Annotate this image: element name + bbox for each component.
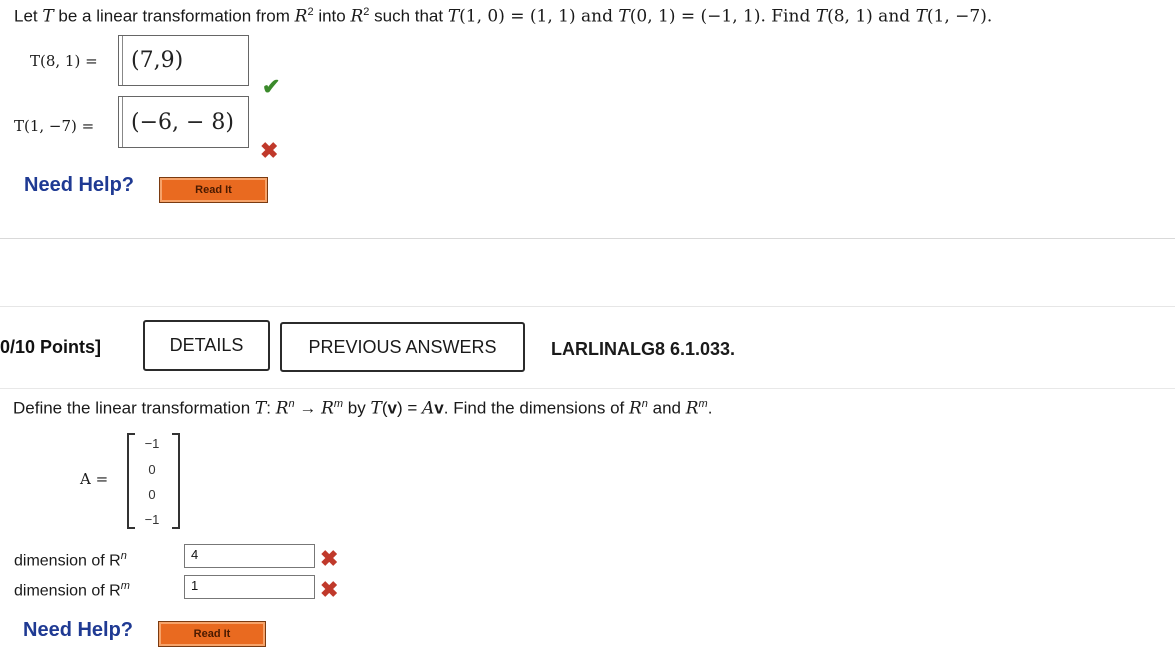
matrix-entry: −1 — [144, 436, 160, 451]
previous-answers-button[interactable]: PREVIOUS ANSWERS — [280, 322, 525, 372]
problem-code: LARLINALG8 6.1.033. — [551, 339, 736, 359]
need-help-label: Need Help? — [23, 619, 134, 641]
section-divider — [0, 238, 1175, 239]
matrix-label: A = — [80, 470, 109, 488]
matrix-entry: 0 — [148, 487, 156, 502]
matrix-right-bracket — [172, 433, 180, 529]
incorrect-x-icon: ✖ — [320, 546, 339, 571]
matrix-entry: −1 — [144, 512, 160, 527]
incorrect-x-icon: ✖ — [260, 138, 279, 163]
details-button[interactable]: DETAILS — [143, 320, 270, 371]
equation-1-answer: (7,9) — [131, 48, 184, 73]
dimension-n-label: dimension of $R^n$ — [14, 550, 127, 570]
read-it-button[interactable]: Read It — [158, 621, 266, 647]
question-2-prompt: Define the linear transformation T: $R^n \to R^m$ by T(v) = Av. Find the dimensions of $R^n$ and $R^m$. — [13, 398, 713, 419]
read-it-button[interactable]: Read It — [159, 177, 268, 203]
equation-1-label: T(8, 1) = — [30, 52, 98, 70]
equation-2-answer: (−6, − 8) — [131, 109, 235, 135]
correct-check-icon: ✔ — [262, 74, 281, 99]
matrix-entry: 0 — [148, 462, 156, 477]
points-label: 0/10 Points] — [0, 337, 102, 357]
dimension-m-input[interactable]: 1 — [184, 575, 315, 599]
question-1-prompt: Let T be a linear transformation from $R^2$ into $R^2$ such that T(1, 0) = (1, 1) and T(0, 1) = (−1, 1). Find T(8, 1) and T(1, −7). — [14, 6, 993, 27]
incorrect-x-icon: ✖ — [320, 577, 339, 602]
equation-2-label: T(1, −7) = — [14, 117, 95, 135]
dimension-n-input[interactable]: 4 — [184, 544, 315, 568]
equation-1-answer-box[interactable] — [118, 35, 249, 86]
section-divider — [0, 388, 1175, 389]
dimension-m-label: dimension of $R^m$ — [14, 580, 130, 600]
need-help-label: Need Help? — [24, 174, 135, 196]
section-divider — [0, 306, 1175, 307]
equation-2-answer-box[interactable] — [118, 96, 249, 148]
